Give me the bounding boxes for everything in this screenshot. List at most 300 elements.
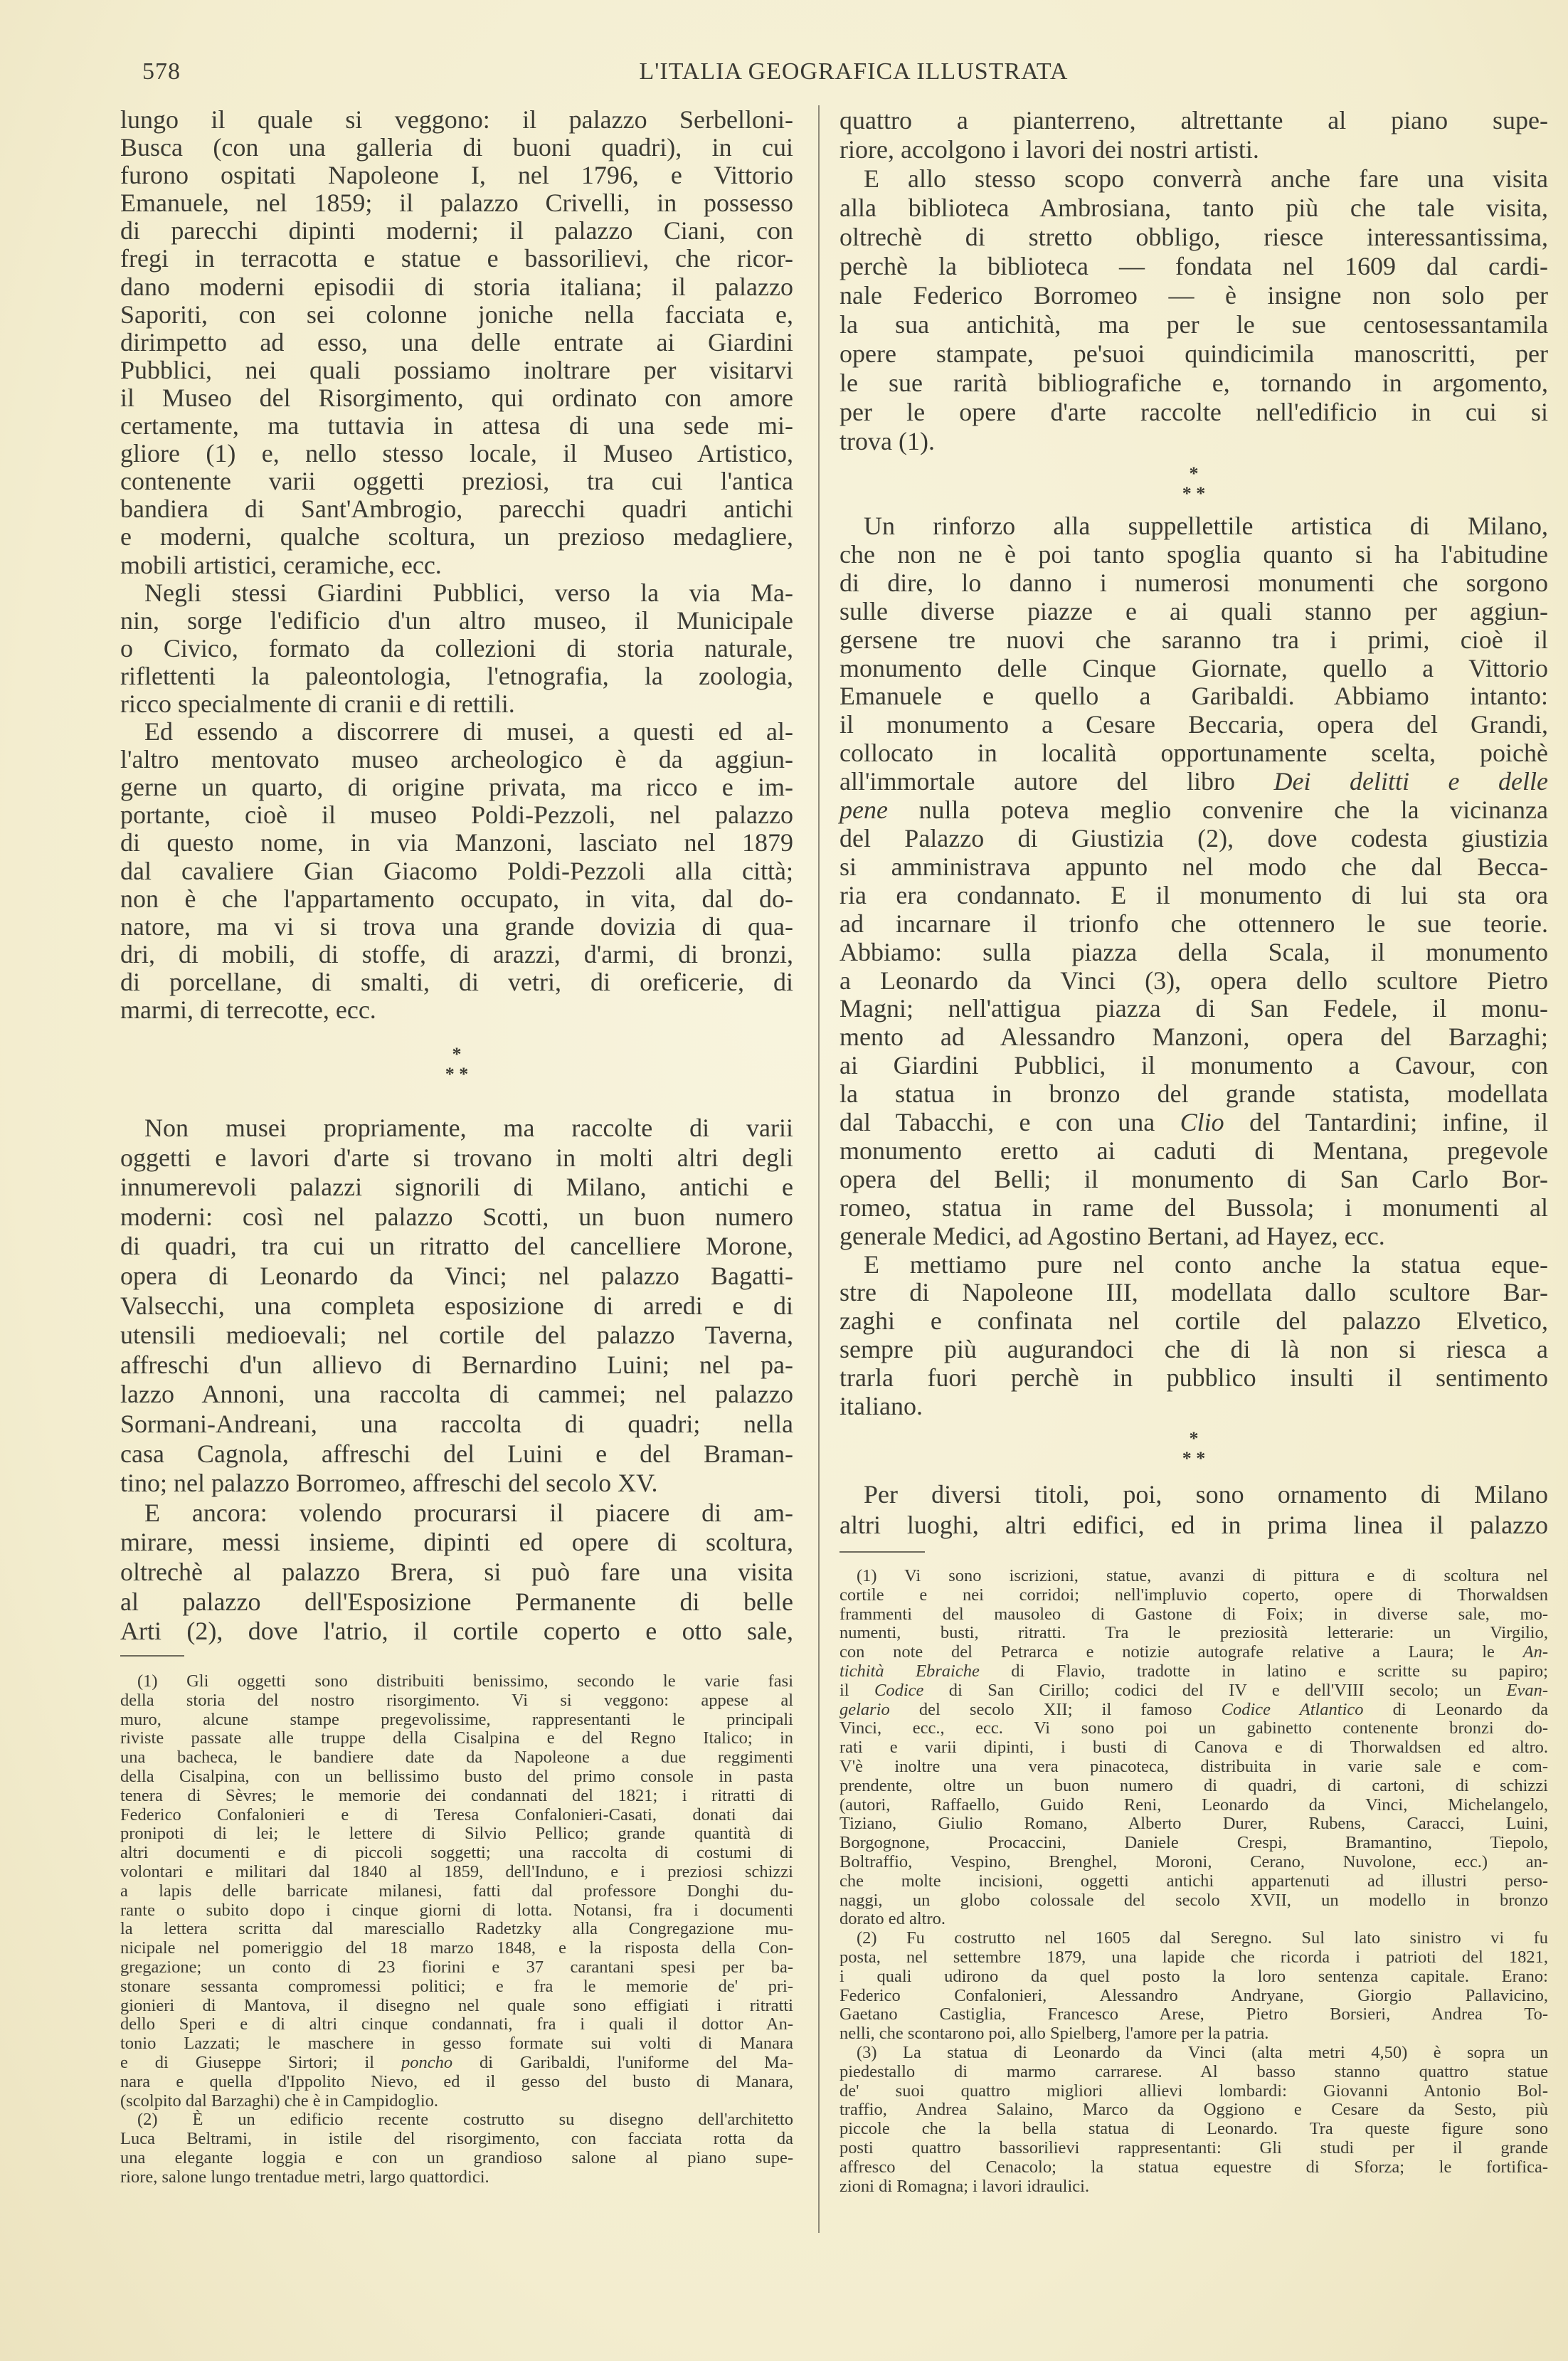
text-segment: Ed essendo a discorrere di musei, a questi ed al- (144, 717, 793, 746)
text-segment: gionieri di Mantova, il disegno nel quale sono effigiati i ritratti (120, 1995, 793, 2015)
text-segment: altri luoghi, altri edifici, ed in prima linea il palazzo (839, 1511, 1548, 1539)
asterism-top: * (452, 1044, 462, 1065)
text-segment: che non ne è poi tanto spoglia quanto si ha l'abitudine (839, 539, 1548, 569)
text-segment: Tiziano, Giulio Romano, Alberto Durer, Rubens, Caracci, Luini, (839, 1814, 1548, 1834)
text-line (839, 1738, 1548, 1758)
text-line (120, 1499, 793, 1528)
text-segment: traffio, Andrea Salaino, Marco da Oggiono e Cesare da Sesto, più (839, 2100, 1548, 2120)
text-line (120, 1997, 793, 2016)
text-segment: all'immortale autore del libro (839, 767, 1274, 796)
text-line (839, 1929, 1548, 1948)
text-line (839, 825, 1548, 853)
paragraph (839, 1479, 1548, 1541)
text-segment: di quadri, tra cui un ritratto del cancelliere Morone, (120, 1232, 793, 1261)
text-segment: Borgognone, Procaccini, Daniele Crespi, Bramantino, Tiepolo, (839, 1833, 1548, 1853)
text-segment: innumerevoli palazzi signorili di Milano, antichi e (120, 1173, 793, 1202)
running-title: L'ITALIA GEOGRAFICA ILLUSTRATA (639, 58, 1069, 85)
text-segment: Pubblici, nei quali possiamo inoltrare per visitarvi (120, 355, 793, 384)
text-segment: o Civico, formato da collezioni di storia naturale, (120, 633, 793, 662)
text-segment: oltrechè al palazzo Brera, si può fare una visita (120, 1557, 793, 1586)
text-segment: utensili medioevali; nel cortile del palazzo Taverna, (120, 1321, 793, 1350)
text-segment: moderni: così nel palazzo Scotti, un buon numero (120, 1202, 793, 1231)
text-line (839, 682, 1548, 711)
text-segment: e moderni, qualche scoltura, un prezioso medagliere, (120, 522, 793, 551)
text-line (839, 1080, 1548, 1109)
text-segment: di parecchi dipinti moderni; il palazzo Ciani, con (120, 216, 793, 245)
italic-text: Evan- (1506, 1680, 1548, 1700)
text-segment: Federico Confalonieri e di Teresa Confalonieri-Casati, donati dai (120, 1805, 793, 1824)
text-line (120, 412, 793, 440)
text-segment: i quali udirono da quel posto la loro sentenza capitale. Erano: (839, 1966, 1548, 1986)
left-column-text-part-1 (120, 106, 793, 1024)
text-segment: italiano. (839, 1392, 923, 1421)
text-segment: opere stampate, pe'suoi quindicimila manoscritti, per (839, 339, 1548, 368)
text-segment: monumento delle Cinque Giornate, quello a Vittorio (839, 653, 1548, 682)
text-line (120, 1711, 793, 1730)
text-segment: di Flavio, tradotte in latino e scritte su papiro; (979, 1661, 1548, 1681)
text-line (120, 829, 793, 857)
text-line (839, 541, 1548, 569)
left-column-text-part-2 (120, 1114, 793, 1647)
text-segment: una bacheca, le bandiere date da Napoleone a due reggimenti (120, 1748, 793, 1768)
text-line (839, 2044, 1548, 2063)
text-segment: il (839, 1680, 874, 1700)
text-segment: e di Giuseppe Sirtori; il (120, 2052, 401, 2072)
text-segment: oltrechè di stretto obbligo, riesce interessantissima, (839, 223, 1548, 251)
page-number: 578 (142, 58, 181, 85)
text-line (120, 1806, 793, 1825)
text-line (120, 1469, 793, 1499)
footnotes-left (120, 1672, 793, 2187)
text-segment: mento ad Alessandro Manzoni, opera del Barzaghi; (839, 1023, 1548, 1052)
text-segment: si amministrava appunto nel modo che dal Becca- (839, 852, 1548, 881)
text-line (839, 194, 1548, 223)
text-segment: lungo il quale si veggono: il palazzo Serbelloni- (120, 105, 793, 134)
italic-text: Codice (874, 1680, 924, 1700)
text-segment: E mettiamo pure nel conto anche la statua eque- (864, 1250, 1548, 1279)
text-line (839, 853, 1548, 882)
text-line (120, 1729, 793, 1748)
text-line (120, 1410, 793, 1440)
text-line (120, 1232, 793, 1262)
text-line (120, 301, 793, 329)
text-segment: quattro a pianterreno, altrettante al piano supe- (839, 106, 1548, 134)
text-segment: Sormani-Andreani, una raccolta di quadri; nella (120, 1409, 793, 1438)
text-line (120, 1882, 793, 1901)
text-segment: di San Cirillo; codici del IV e dell'VIII secolo; un (923, 1680, 1507, 1700)
text-segment: furono ospitati Napoleone I, nel 1796, e Vittorio (120, 161, 793, 190)
text-line (839, 1777, 1548, 1796)
text-line (839, 882, 1548, 910)
text-segment: della storia del nostro risorgimento. Vi si veggono: appese al (120, 1690, 793, 1710)
text-segment: del secolo XII; il famoso (889, 1699, 1222, 1719)
text-line (839, 164, 1548, 194)
text-segment: opera del Belli; il monumento di San Carlo Bor- (839, 1164, 1548, 1193)
text-segment: sulle diverse piazze e ai quali stanno per aggiun- (839, 596, 1548, 625)
text-line (839, 252, 1548, 281)
text-segment: le sue rarità bibliografiche e, tornando in argomento, (839, 369, 1548, 397)
text-line (839, 1987, 1548, 2006)
text-segment: di questo nome, in via Manzoni, lasciato nel 1879 (120, 828, 793, 857)
text-line (839, 1643, 1548, 1662)
paragraph (839, 164, 1548, 456)
text-line (839, 2177, 1548, 2197)
text-segment: dello Speri e di altri cinque condannati, fra i quali il dottor An- (120, 2014, 793, 2034)
text-segment: posta, nel settembre 1879, una lapide che ricorda i patrioti del 1821, (839, 1947, 1548, 1967)
text-segment: Per diversi titoli, poi, sono ornamento di Milano (864, 1480, 1548, 1509)
text-line (120, 523, 793, 551)
text-segment: il monumento a Cesare Beccaria, opera del Grandi, (839, 710, 1548, 739)
text-segment: Negli stessi Giardini Pubblici, verso la via Ma- (144, 578, 793, 607)
text-segment: mobili artistici, ceramiche, ecc. (120, 550, 442, 579)
text-line (120, 329, 793, 356)
text-segment: lazzo Annoni, una raccolta di cammei; nel palazzo (120, 1380, 793, 1409)
text-segment: Federico Confalonieri, Alessandro Andryane, Giorgio Pallavicino, (839, 1985, 1548, 2005)
text-segment: E allo stesso scopo converrà anche fare una visita (864, 164, 1548, 193)
text-segment: de' suoi quattro migliori allievi lombardi: Giovanni Antonio Bol- (839, 2081, 1548, 2101)
text-segment: ai Giardini Pubblici, il monumento a Cavour, con (839, 1051, 1548, 1080)
text-line (839, 2024, 1548, 2044)
text-segment: Abbiamo: sulla piazza della Scala, il monumento (839, 937, 1548, 966)
text-line (120, 885, 793, 913)
text-line (120, 1863, 793, 1882)
text-segment: Valsecchi, una completa esposizione di arredi e di (120, 1291, 793, 1320)
italic-text: tichità Ebraiche (839, 1661, 980, 1681)
text-line (120, 579, 793, 607)
text-segment: portante, cioè il museo Poldi-Pezzoli, nel palazzo (120, 801, 793, 830)
text-line (120, 1617, 793, 1647)
text-line (120, 2149, 793, 2168)
text-line (120, 857, 793, 885)
text-line (839, 1719, 1548, 1738)
footnote-separator-left (120, 1655, 184, 1657)
text-segment: stre di Napoleone III, modellata dallo scultore Bar- (839, 1278, 1548, 1307)
text-line (120, 273, 793, 301)
text-segment: ricco specialmente di cranii e di rettili. (120, 689, 515, 718)
text-line (120, 1114, 793, 1143)
text-segment: naggi, un globo colossale del secolo XVII, un modello in bronzo (839, 1890, 1548, 1910)
text-line (120, 1528, 793, 1558)
text-segment: trova (1). (839, 427, 935, 455)
text-segment: Emanuele, nel 1859; il palazzo Crivelli, in possesso (120, 189, 793, 218)
text-line (839, 1251, 1548, 1279)
paragraph (839, 2044, 1548, 2196)
text-line (839, 1052, 1548, 1080)
text-line (120, 1787, 793, 1806)
paragraph (120, 579, 793, 718)
text-segment: Non musei propriamente, ma raccolte di varii (144, 1114, 793, 1142)
text-line (839, 369, 1548, 398)
text-segment: l'altro mentovato museo archeologico è da aggiun- (120, 745, 793, 774)
paragraph (839, 106, 1548, 164)
text-segment: Vinci, ecc., ecc. Vi sono poi un gabinetto contenente bronzi do- (839, 1718, 1548, 1738)
asterism-right-1 (839, 464, 1548, 504)
text-segment: rante o subito dopo i cinque giorni di lotta. Notansi, fra i documenti (120, 1900, 793, 1920)
text-segment: zioni di Romagna; i lavori idraulici. (839, 2176, 1090, 2196)
text-line (839, 910, 1548, 939)
text-segment: con note del Petrarca e notizie autografe relative a Laura; le (839, 1642, 1523, 1662)
text-line (120, 1824, 793, 1844)
text-line (120, 245, 793, 273)
text-segment: della Cisalpina, con un bellissimo busto del primo console in pasta (120, 1766, 793, 1786)
text-segment: stonare sessanta compromessi politici; e fra le memorie de' pri- (120, 1976, 793, 1996)
text-line (839, 1605, 1548, 1625)
text-line (839, 1796, 1548, 1815)
text-line (120, 662, 793, 690)
text-line (839, 1967, 1548, 1987)
text-segment: alla biblioteca Ambrosiana, tanto più che tale visita, (839, 194, 1548, 222)
text-line (120, 773, 793, 801)
text-line (839, 512, 1548, 541)
text-line (120, 189, 793, 217)
text-line (839, 1166, 1548, 1194)
text-segment: il Museo del Risorgimento, qui ordinato con amore (120, 383, 793, 412)
asterism-left (120, 1045, 793, 1084)
text-line (120, 468, 793, 495)
text-line (839, 281, 1548, 310)
text-segment: dano moderni episodii di storia italiana; il palazzo (120, 272, 793, 301)
text-line (839, 2082, 1548, 2101)
text-line (120, 1748, 793, 1768)
text-segment: marmi, di terrecotte, ecc. (120, 995, 376, 1024)
footnote-separator-right (839, 1551, 925, 1553)
text-line (120, 607, 793, 635)
text-line (120, 1901, 793, 1921)
text-line (839, 2063, 1548, 2082)
right-column-text-part-1 (839, 106, 1548, 456)
text-segment: Un rinforzo alla suppellettile artistica di Milano, (864, 512, 1548, 540)
paragraph (839, 512, 1548, 1251)
text-line (839, 1872, 1548, 1891)
text-line (839, 1023, 1548, 1052)
text-segment: zaghi e confinata nel cortile del palazzo Elvetico, (839, 1306, 1548, 1336)
column-divider (818, 105, 820, 2233)
text-segment: Emanuele e quello a Garibaldi. Abbiamo intanto: (839, 682, 1548, 711)
asterism-bottom: * * (1182, 1448, 1206, 1469)
text-line (839, 626, 1548, 655)
text-line (839, 1279, 1548, 1307)
text-line (120, 913, 793, 941)
paragraph (839, 1567, 1548, 1929)
text-line (839, 2101, 1548, 2120)
text-segment: piccole che la bella statua di Leonardo. Tra queste figure sono (839, 2119, 1548, 2139)
text-line (839, 569, 1548, 598)
text-line (839, 739, 1548, 768)
text-segment: gersene tre nuovi che saranno tra i primi, cioè il (839, 625, 1548, 654)
text-segment: di dire, lo danno i numerosi monumenti che sorgono (839, 568, 1548, 597)
text-line (120, 2073, 793, 2092)
text-line (120, 2034, 793, 2054)
italic-text: pene (839, 796, 888, 825)
italic-text: poncho (401, 2052, 453, 2072)
text-segment: del Palazzo di Giustizia (2), dove codesta giustizia (839, 823, 1548, 852)
paragraph (839, 1929, 1548, 2044)
text-line (839, 2158, 1548, 2177)
text-segment: dal Tabacchi, e con una (839, 1108, 1180, 1137)
text-segment: (1) Gli oggetti sono distribuiti benissimo, secondo le varie fasi (137, 1671, 793, 1691)
text-line (120, 2168, 793, 2187)
text-line (120, 1768, 793, 1787)
text-segment: nicipale nel pomeriggio del 18 marzo 1848, e la risposta della Con- (120, 1938, 793, 1958)
text-segment: (autori, Raffaello, Guido Reni, Leonardo da Vinci, Michelangelo, (839, 1795, 1548, 1815)
text-line (120, 1351, 793, 1380)
text-segment: Arti (2), dove l'atrio, il cortile coperto e otto sale, (120, 1617, 793, 1646)
text-line (839, 1910, 1548, 1929)
text-segment: Saporiti, con sei colonne joniche nella facciata e, (120, 300, 793, 329)
text-segment: nelli, che scontarono poi, allo Spielberg, l'amore per la patria. (839, 2024, 1269, 2044)
text-segment: romeo, statua in rame del Bussola; i monumenti al (839, 1193, 1548, 1222)
text-line (120, 2015, 793, 2034)
text-line (120, 217, 793, 245)
text-segment: dirimpetto ad esso, una delle entrate ai Giardini (120, 327, 793, 356)
text-line (120, 134, 793, 162)
text-line (839, 2120, 1548, 2139)
right-column-text-part-3 (839, 1479, 1548, 1541)
paragraph (120, 1672, 793, 2111)
text-segment: a lapis delle barricate milanesi, fatti dal professore Donghi du- (120, 1881, 793, 1901)
text-segment: numenti, busti, ritratti. Tra le preziosità letterarie: un Virgilio, (839, 1623, 1548, 1643)
text-line (839, 1307, 1548, 1336)
italic-text: Dei delitti e delle (1273, 767, 1549, 796)
text-segment: gerne un quarto, di origine privata, ma ricco e im- (120, 773, 793, 802)
italic-text: Clio (1180, 1108, 1224, 1137)
text-line (839, 339, 1548, 369)
text-line (120, 384, 793, 412)
text-line (839, 1815, 1548, 1834)
paragraph (120, 1114, 793, 1499)
text-line (839, 1510, 1548, 1541)
asterism-right-2 (839, 1429, 1548, 1469)
text-segment: affreschi d'un allievo di Bernardino Luini; nel pa- (120, 1350, 793, 1379)
text-segment: tino; nel palazzo Borromeo, affreschi del secolo XV. (120, 1469, 658, 1498)
text-segment: sempre più augurandoci che di là non si riesca a (839, 1335, 1548, 1364)
text-segment: ria era condannato. E il monumento di lui sta ora (839, 880, 1548, 909)
text-line (120, 2054, 793, 2073)
text-line (839, 1586, 1548, 1605)
text-line (120, 1939, 793, 1958)
text-line (120, 996, 793, 1024)
text-segment: tonio Lazzati; le maschere in gesso formate sui volti di Manara (120, 2034, 793, 2054)
text-segment: V'è inoltre una vera pinacoteca, distribuita in varie sale e com- (839, 1756, 1548, 1776)
text-segment: volontari e militari dal 1840 al 1859, dell'Induno, e i preziosi schizzi (120, 1861, 793, 1881)
text-segment: ad incarnare il trionfo che ottennero le sue teorie. (839, 909, 1548, 938)
text-segment: generale Medici, ad Agostino Bertani, ad Hayez, ecc. (839, 1221, 1385, 1250)
text-segment: Luca Beltrami, in istile del risorgimento, con facciata rotta da (120, 2129, 793, 2149)
text-segment: altri documenti e di piccoli soggetti; una raccolta di costumi di (120, 1843, 793, 1863)
asterism-top: * (1189, 463, 1199, 484)
text-segment: E ancora: volendo procurarsi il piacere di am- (144, 1498, 793, 1527)
text-line (839, 1624, 1548, 1643)
text-line (839, 1336, 1548, 1364)
text-segment: la lettera scritta dal maresciallo Radetzky alla Congregazione mu- (120, 1919, 793, 1939)
text-segment: pronipoti di lei; le lettere di Silvio Pellico; grande quantità di (120, 1824, 793, 1844)
text-line (839, 1758, 1548, 1777)
right-column-text-part-2 (839, 512, 1548, 1421)
text-line (839, 1662, 1548, 1681)
text-segment: nale Federico Borromeo — è insigne non solo per (839, 281, 1548, 310)
text-segment: riflettenti la paleontologia, l'etnografia, la zoologia, (120, 661, 793, 690)
text-segment: (scolpito dal Barzaghi) che è in Campidoglio. (120, 2091, 439, 2111)
text-line (839, 427, 1548, 456)
text-segment: tenera di Sèvres; le memorie dei condannati del 1821; i ritratti di (120, 1785, 793, 1805)
text-line (839, 1567, 1548, 1586)
text-segment: gregazione; un conto di 23 fiorini e 37 carantani spesi per ba- (120, 1957, 793, 1977)
paragraph (120, 1499, 793, 1647)
text-line (839, 1891, 1548, 1911)
text-segment: dri, di mobili, di stoffe, di arazzi, d'armi, di bronzi, (120, 939, 793, 968)
text-line (839, 768, 1548, 796)
text-segment: non è che l'appartamento occupato, in vita, dal do- (120, 884, 793, 913)
text-segment: dorato ed altro. (839, 1909, 945, 1929)
text-segment: mirare, messi insieme, dipinti ed opere di scoltura, (120, 1528, 793, 1557)
italic-text: Codice Atlantico (1221, 1699, 1364, 1719)
text-segment: rati e varii dipinti, i busti di Canova e di Thorwaldsen ed altro. (839, 1738, 1548, 1758)
text-line (839, 967, 1548, 995)
text-segment: oggetti e lavori d'arte si trovano in molti altri degli (120, 1143, 793, 1172)
text-segment: fregi in terracotta e statue e bassorilievi, che ricor- (120, 244, 793, 273)
text-line (839, 1681, 1548, 1701)
text-segment: nara e quella d'Ippolito Nievo, ed il gesso del busto di Manara, (120, 2071, 793, 2091)
text-line (120, 1844, 793, 1863)
text-line (839, 711, 1548, 739)
text-line (839, 1364, 1548, 1393)
text-segment: la sua antichità, ma per le sue centosessantamila (839, 310, 1548, 339)
text-line (120, 2111, 793, 2130)
text-segment: frammenti del mausoleo di Gastone di Foix; in diverse sale, mo- (839, 1604, 1548, 1624)
text-line (839, 1393, 1548, 1421)
asterism-top: * (1189, 1428, 1199, 1449)
text-line (839, 939, 1548, 967)
text-segment: (3) La statua di Leonardo da Vinci (alta metri 4,50) è sopra un (857, 2042, 1548, 2062)
text-line (839, 796, 1548, 825)
text-segment: a Leonardo da Vinci (3), opera dello scultore Pietro (839, 966, 1548, 995)
text-line (839, 995, 1548, 1023)
text-line (120, 162, 793, 189)
text-segment: Boltraffio, Vespino, Brenghel, Moroni, Cerano, Nuvolone, ecc.) an- (839, 1852, 1548, 1871)
text-line (120, 1173, 793, 1203)
text-line (120, 746, 793, 773)
text-line (839, 310, 1548, 339)
text-line (120, 718, 793, 746)
text-segment: contenente varii oggetti preziosi, tra cui l'antica (120, 467, 793, 496)
text-line (839, 1834, 1548, 1853)
text-segment: nin, sorge l'edificio d'un altro museo, il Municipale (120, 606, 793, 635)
paragraph (120, 2111, 793, 2187)
text-line (839, 2005, 1548, 2024)
text-segment: del Tantardini; infine, il (1224, 1108, 1548, 1137)
text-segment: riore, salone lungo trentadue metri, largo quattordici. (120, 2167, 489, 2187)
text-line (120, 1262, 793, 1292)
text-segment: affresco del Cenacolo; la statua equestre di Sforza; le fortifica- (839, 2157, 1548, 2177)
text-segment: trarla fuori perchè in pubblico insulti il sentimento (839, 1363, 1548, 1393)
text-segment: collocato in località opportunamente scelta, poichè (839, 739, 1548, 768)
text-line (120, 1588, 793, 1617)
footnotes-right (839, 1567, 1548, 2196)
text-segment: gliore (1) e, nello stesso locale, il Museo Artistico, (120, 439, 793, 468)
text-segment: Gaetano Castiglia, Francesco Arese, Pietro Borsieri, Andrea To- (839, 2005, 1548, 2024)
italic-text: gelario (839, 1699, 890, 1719)
text-line (839, 1853, 1548, 1872)
text-segment: natore, ma vi si trova una grande dovizia di qua- (120, 912, 793, 941)
text-line (120, 2092, 793, 2111)
text-line (120, 1672, 793, 1691)
text-segment: di Garibaldi, l'uniforme del Ma- (452, 2052, 794, 2072)
text-segment: opera di Leonardo da Vinci; nel palazzo Bagatti- (120, 1261, 793, 1290)
text-segment: riviste passate alle truppe della Cisalpina e del Regno Italico; in (120, 1728, 793, 1748)
text-line (120, 495, 793, 523)
text-segment: Magni; nell'attigua piazza di San Fedele, il monu- (839, 994, 1548, 1023)
text-line (839, 1701, 1548, 1720)
